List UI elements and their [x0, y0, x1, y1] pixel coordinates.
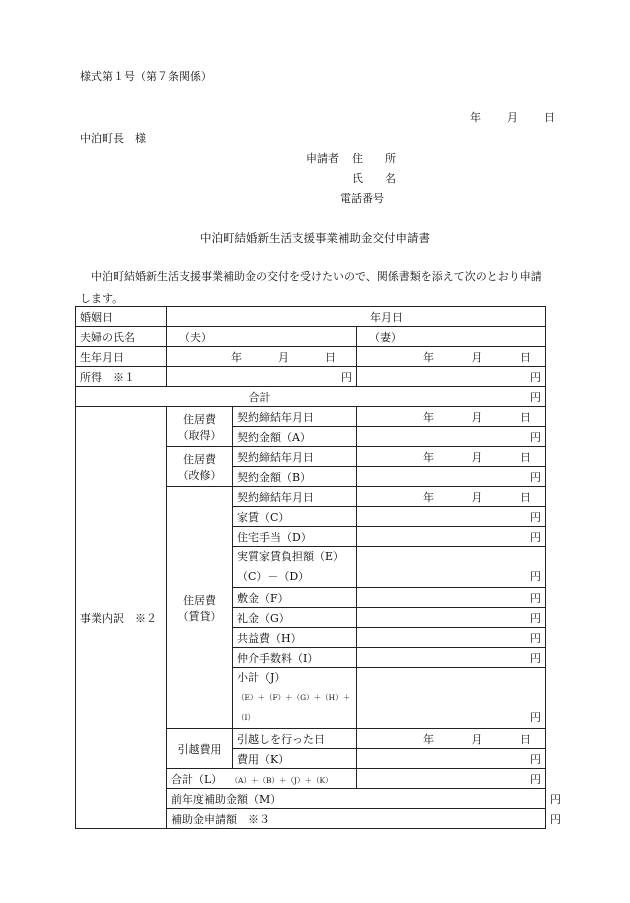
housing-renovate-line2: （改修） — [177, 468, 222, 482]
date-day-label: 日 — [544, 111, 555, 124]
husband-label: （夫） — [179, 330, 212, 344]
husband-income-field[interactable] — [167, 367, 357, 387]
yen-unit: 円 — [530, 430, 541, 444]
year-unit: 年 — [370, 310, 381, 324]
day-unit: 日 — [392, 310, 403, 324]
yen-unit: 円 — [530, 631, 541, 645]
year-unit: 年 — [423, 410, 434, 424]
housing-rent-label — [167, 487, 233, 729]
contract-amount-b-field[interactable] — [357, 467, 546, 487]
housing-rent-line1: 住居費 — [183, 593, 216, 607]
yen-unit: 円 — [530, 752, 541, 766]
breakdown-label: 事業内訳 ※２ — [76, 407, 167, 829]
marriage-date-label: 婚姻日 — [76, 307, 167, 327]
yen-unit: 円 — [530, 370, 541, 384]
yen-unit: 円 — [530, 772, 541, 786]
prev-year-m-label: 前年度補助金額（M） — [167, 789, 546, 809]
actual-rent-e-field[interactable] — [357, 547, 546, 588]
birth-date-label: 生年月日 — [76, 347, 167, 367]
marriage-date-value[interactable] — [167, 307, 546, 327]
name-label: 氏 名 — [352, 172, 396, 185]
intro-text: 中泊町結婚新生活支援事業補助金の交付を受けたいので、関係書類を添えて次のとおり申請します。 — [80, 270, 542, 305]
deposit-f-label: 敷金（F） — [233, 588, 357, 608]
subtotal-formula: （E）＋（F）＋（G）＋（H）＋（I） — [237, 693, 351, 722]
income-total-label-cell — [76, 387, 271, 407]
yen-unit: 円 — [530, 651, 541, 665]
brokerage-i-field[interactable] — [357, 648, 546, 668]
common-fee-h-label: 共益費（H） — [233, 628, 357, 648]
actual-rent-e-label — [233, 547, 357, 588]
contract-amount-b-label: 契約金額（B） — [233, 467, 357, 487]
day-unit: 日 — [325, 350, 336, 364]
contract-date-label: 契約締結年月日 — [233, 447, 357, 467]
table-row — [76, 327, 546, 347]
rent-c-field[interactable] — [357, 507, 546, 527]
year-unit: 年 — [423, 732, 434, 746]
yen-unit: 円 — [341, 370, 352, 384]
day-unit: 日 — [520, 732, 531, 746]
common-fee-h-field[interactable] — [357, 628, 546, 648]
housing-acquire-line2: （取得） — [177, 428, 222, 442]
day-unit: 日 — [520, 490, 531, 504]
deposit-f-field[interactable] — [357, 588, 546, 608]
application-table — [75, 306, 561, 829]
wife-income-field[interactable] — [357, 367, 546, 387]
yen-unit: 円 — [530, 711, 541, 724]
table-row — [76, 367, 546, 387]
day-unit: 日 — [520, 410, 531, 424]
brokerage-i-label: 仲介手数料（I） — [233, 648, 357, 668]
contract-amount-a-field[interactable] — [357, 427, 546, 447]
wife-name-field[interactable] — [357, 327, 546, 347]
yen-unit: 円 — [550, 812, 561, 826]
housing-allowance-d-label: 住宅手当（D） — [233, 527, 357, 547]
yen-unit: 円 — [530, 591, 541, 605]
cost-k-label: 費用（K） — [233, 749, 357, 769]
total-l-label — [167, 769, 357, 789]
phone-label: 電話番号 — [340, 192, 384, 205]
housing-acquire-label — [167, 407, 233, 447]
date-month-label: 月 — [507, 111, 518, 124]
day-unit: 日 — [520, 350, 531, 364]
housing-allowance-d-field[interactable] — [357, 527, 546, 547]
husband-name-field[interactable] — [167, 327, 357, 347]
contract-amount-a-label: 契約金額（A） — [233, 427, 357, 447]
wife-birth-date[interactable] — [357, 347, 546, 367]
income-label: 所得 ※１ — [76, 367, 167, 387]
document-title: 中泊町結婚新生活支援事業補助金交付申請書 — [200, 231, 430, 245]
income-total-label: 合計 — [248, 390, 271, 404]
yen-unit: 円 — [530, 570, 541, 583]
yen-unit: 円 — [530, 510, 541, 524]
total-l-title: 合計（L） — [171, 772, 223, 786]
actual-rent-e-title: 実質家賃負担額（E） — [237, 550, 345, 563]
applicant-label: 申請者 — [306, 152, 339, 165]
year-unit: 年 — [423, 350, 434, 364]
wife-label: （妻） — [369, 330, 402, 344]
yen-unit: 円 — [530, 470, 541, 484]
key-money-g-label: 礼金（G） — [233, 608, 357, 628]
table-row — [76, 407, 546, 427]
year-unit: 年 — [423, 450, 434, 464]
subtotal-j-field[interactable] — [357, 668, 546, 729]
contract-date-field[interactable] — [357, 407, 546, 427]
form-number: 様式第１号（第７条関係） — [80, 70, 212, 83]
address-label: 住 所 — [352, 152, 396, 165]
rent-c-label: 家賃（C） — [233, 507, 357, 527]
year-unit: 年 — [423, 490, 434, 504]
subtotal-j-title: 小計（J） — [237, 671, 286, 684]
table-row — [76, 387, 546, 407]
month-unit: 月 — [278, 350, 289, 364]
total-l-field[interactable] — [357, 769, 546, 789]
yen-unit: 円 — [550, 792, 561, 806]
key-money-g-field[interactable] — [357, 608, 546, 628]
contract-date-label: 契約締結年月日 — [233, 407, 357, 427]
moving-date-field[interactable] — [357, 729, 546, 749]
couple-names-label: 夫婦の氏名 — [76, 327, 167, 347]
moving-date-label: 引越しを行った日 — [233, 729, 357, 749]
housing-renovate-line1: 住居費 — [183, 452, 216, 466]
day-unit: 日 — [520, 450, 531, 464]
table-row — [76, 347, 546, 367]
date-year-label: 年 — [470, 111, 481, 124]
subtotal-j-label — [233, 668, 357, 729]
housing-rent-line2: （賃貸） — [177, 609, 222, 623]
month-unit: 月 — [471, 350, 483, 364]
requested-amount-label: 補助金申請額 ※３ — [167, 809, 546, 829]
contract-date-field[interactable] — [357, 447, 546, 467]
month-unit: 月 — [471, 732, 483, 746]
addressee: 中泊町長 様 — [80, 132, 146, 145]
income-total-field[interactable] — [233, 387, 546, 407]
table-row — [76, 307, 546, 327]
moving-cost-label: 引越費用 — [167, 729, 233, 769]
total-formula: （A）＋（B）＋（J）＋（K） — [234, 775, 333, 785]
actual-rent-formula: （C）－（D） — [237, 570, 310, 583]
month-unit: 月 — [381, 310, 392, 324]
housing-acquire-line1: 住居費 — [183, 412, 216, 426]
yen-unit: 円 — [530, 530, 541, 544]
housing-renovate-label — [167, 447, 233, 487]
contract-date-field[interactable] — [357, 487, 546, 507]
application-date — [470, 109, 555, 125]
husband-birth-date[interactable] — [167, 347, 357, 367]
yen-unit: 円 — [530, 611, 541, 625]
contract-date-label: 契約締結年月日 — [233, 487, 357, 507]
year-unit: 年 — [231, 350, 242, 364]
month-unit: 月 — [471, 450, 483, 464]
yen-unit: 円 — [530, 390, 541, 404]
month-unit: 月 — [471, 410, 483, 424]
month-unit: 月 — [471, 490, 483, 504]
cost-k-field[interactable] — [357, 749, 546, 769]
